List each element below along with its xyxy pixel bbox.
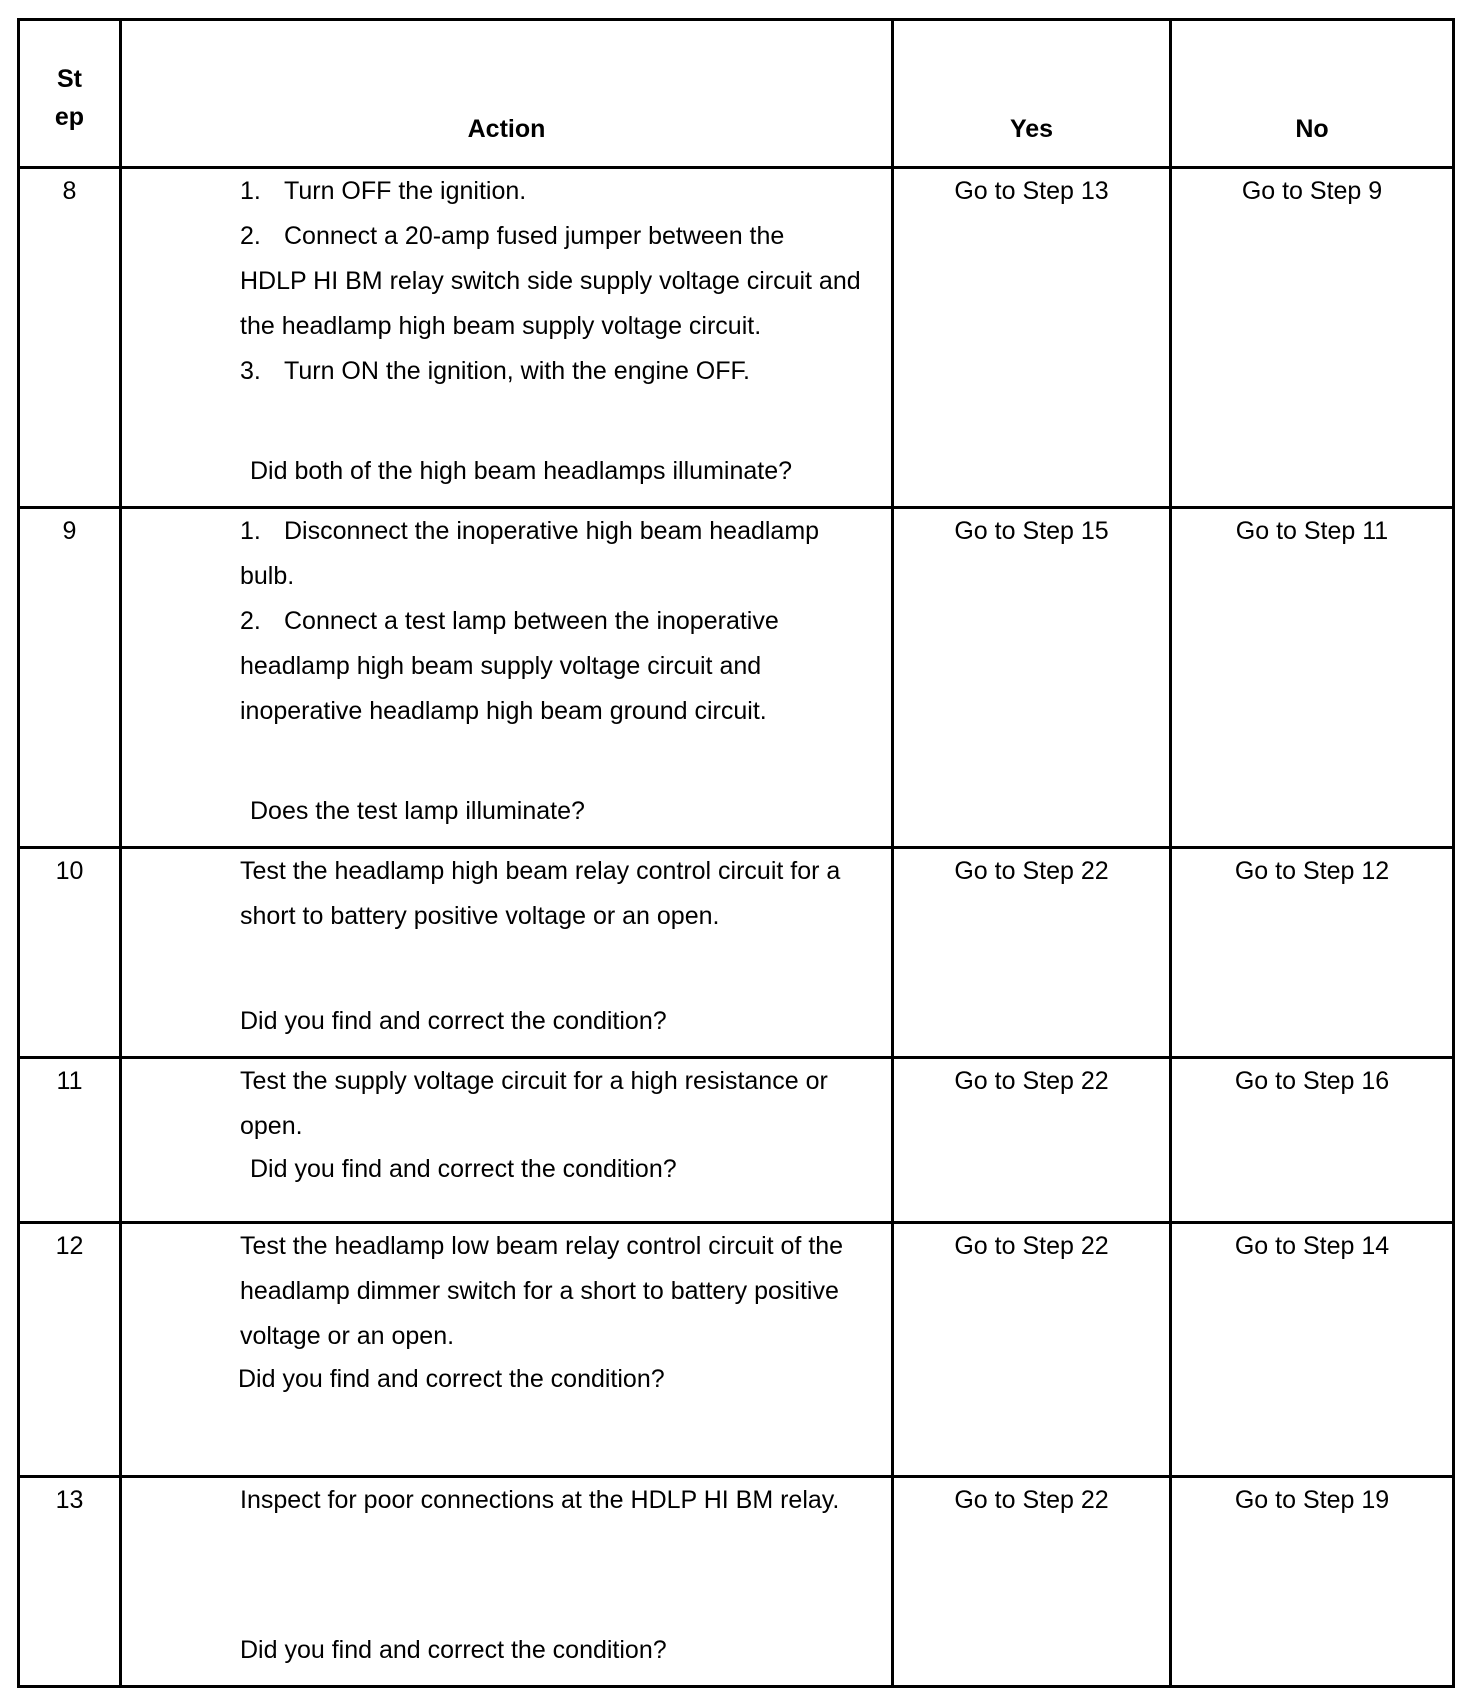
action-question: Did both of the high beam headlamps illuminate?	[250, 457, 793, 485]
yes-result: Go to Step 22	[893, 848, 1171, 1058]
action-line: inoperative headlamp high beam ground circuit.	[240, 697, 767, 725]
action-line	[122, 349, 891, 394]
action-line: open.	[240, 1112, 303, 1140]
yes-result: Go to Step 22	[893, 1477, 1171, 1687]
table-row	[19, 848, 1454, 1058]
action-question: Did you find and correct the condition?	[250, 1155, 677, 1183]
action-question: Did you find and correct the condition?	[240, 1007, 667, 1035]
action-line	[122, 509, 891, 554]
action-line-text: Disconnect the inoperative high beam headlamp	[284, 517, 820, 545]
table-row	[19, 1477, 1454, 1687]
header-step	[19, 20, 121, 168]
action-line	[122, 169, 891, 214]
header-action: Action	[121, 20, 893, 168]
table-row	[19, 1223, 1454, 1477]
step-number: 10	[19, 848, 121, 1058]
action-line: the headlamp high beam supply voltage circuit.	[240, 312, 762, 340]
header-step-line2: ep	[54, 102, 85, 131]
step-number: 8	[19, 168, 121, 508]
table-row	[19, 508, 1454, 848]
action-line: headlamp high beam supply voltage circuit and	[240, 652, 762, 680]
no-result: Go to Step 9	[1171, 168, 1454, 508]
action-question: Does the test lamp illuminate?	[250, 797, 585, 825]
action-cell	[121, 168, 893, 508]
action-question: Did you find and correct the condition?	[238, 1365, 665, 1393]
step-number: 11	[19, 1058, 121, 1223]
step-number: 13	[19, 1477, 121, 1687]
yes-result: Go to Step 22	[893, 1223, 1171, 1477]
action-line-number: 1.	[240, 517, 261, 545]
action-cell	[121, 508, 893, 848]
no-result: Go to Step 12	[1171, 848, 1454, 1058]
action-cell	[121, 1058, 893, 1223]
action-line-text: Connect a test lamp between the inoperative	[284, 607, 779, 635]
action-cell	[121, 1223, 893, 1477]
no-result: Go to Step 19	[1171, 1477, 1454, 1687]
header-step-line1: St	[57, 64, 82, 93]
action-line	[122, 599, 891, 644]
action-line: Test the supply voltage circuit for a high resistance or	[240, 1067, 828, 1095]
table-row	[19, 1058, 1454, 1223]
action-line-text: Connect a 20-amp fused jumper between the	[284, 222, 785, 250]
action-line: voltage or an open.	[240, 1322, 455, 1350]
diagnostic-table	[17, 18, 1455, 1688]
action-line: headlamp dimmer switch for a short to battery positive	[240, 1277, 839, 1305]
action-line-text: Turn OFF the ignition.	[284, 177, 527, 205]
action-cell	[121, 848, 893, 1058]
action-line	[122, 214, 891, 259]
action-line: Test the headlamp high beam relay control circuit for a	[240, 857, 841, 885]
step-number: 9	[19, 508, 121, 848]
action-line-number: 1.	[240, 177, 261, 205]
yes-result: Go to Step 13	[893, 168, 1171, 508]
no-result: Go to Step 11	[1171, 508, 1454, 848]
action-cell	[121, 1477, 893, 1687]
header-yes: Yes	[893, 20, 1171, 168]
table-header-row	[19, 20, 1454, 168]
action-question: Did you find and correct the condition?	[240, 1636, 667, 1664]
yes-result: Go to Step 22	[893, 1058, 1171, 1223]
action-line-number: 2.	[240, 607, 261, 635]
action-line: HDLP HI BM relay switch side supply voltage circuit and	[240, 267, 861, 295]
action-line: Test the headlamp low beam relay control circuit of the	[240, 1232, 844, 1260]
action-line-number: 2.	[240, 222, 261, 250]
header-no: No	[1171, 20, 1454, 168]
no-result: Go to Step 14	[1171, 1223, 1454, 1477]
action-line-number: 3.	[240, 357, 261, 385]
no-result: Go to Step 16	[1171, 1058, 1454, 1223]
table-row	[19, 168, 1454, 508]
action-line: Inspect for poor connections at the HDLP HI BM relay.	[240, 1486, 840, 1514]
yes-result: Go to Step 15	[893, 508, 1171, 848]
action-line: short to battery positive voltage or an open.	[240, 902, 720, 930]
action-line: bulb.	[240, 562, 295, 590]
step-number: 12	[19, 1223, 121, 1477]
action-line-text: Turn ON the ignition, with the engine OFF.	[284, 357, 750, 385]
